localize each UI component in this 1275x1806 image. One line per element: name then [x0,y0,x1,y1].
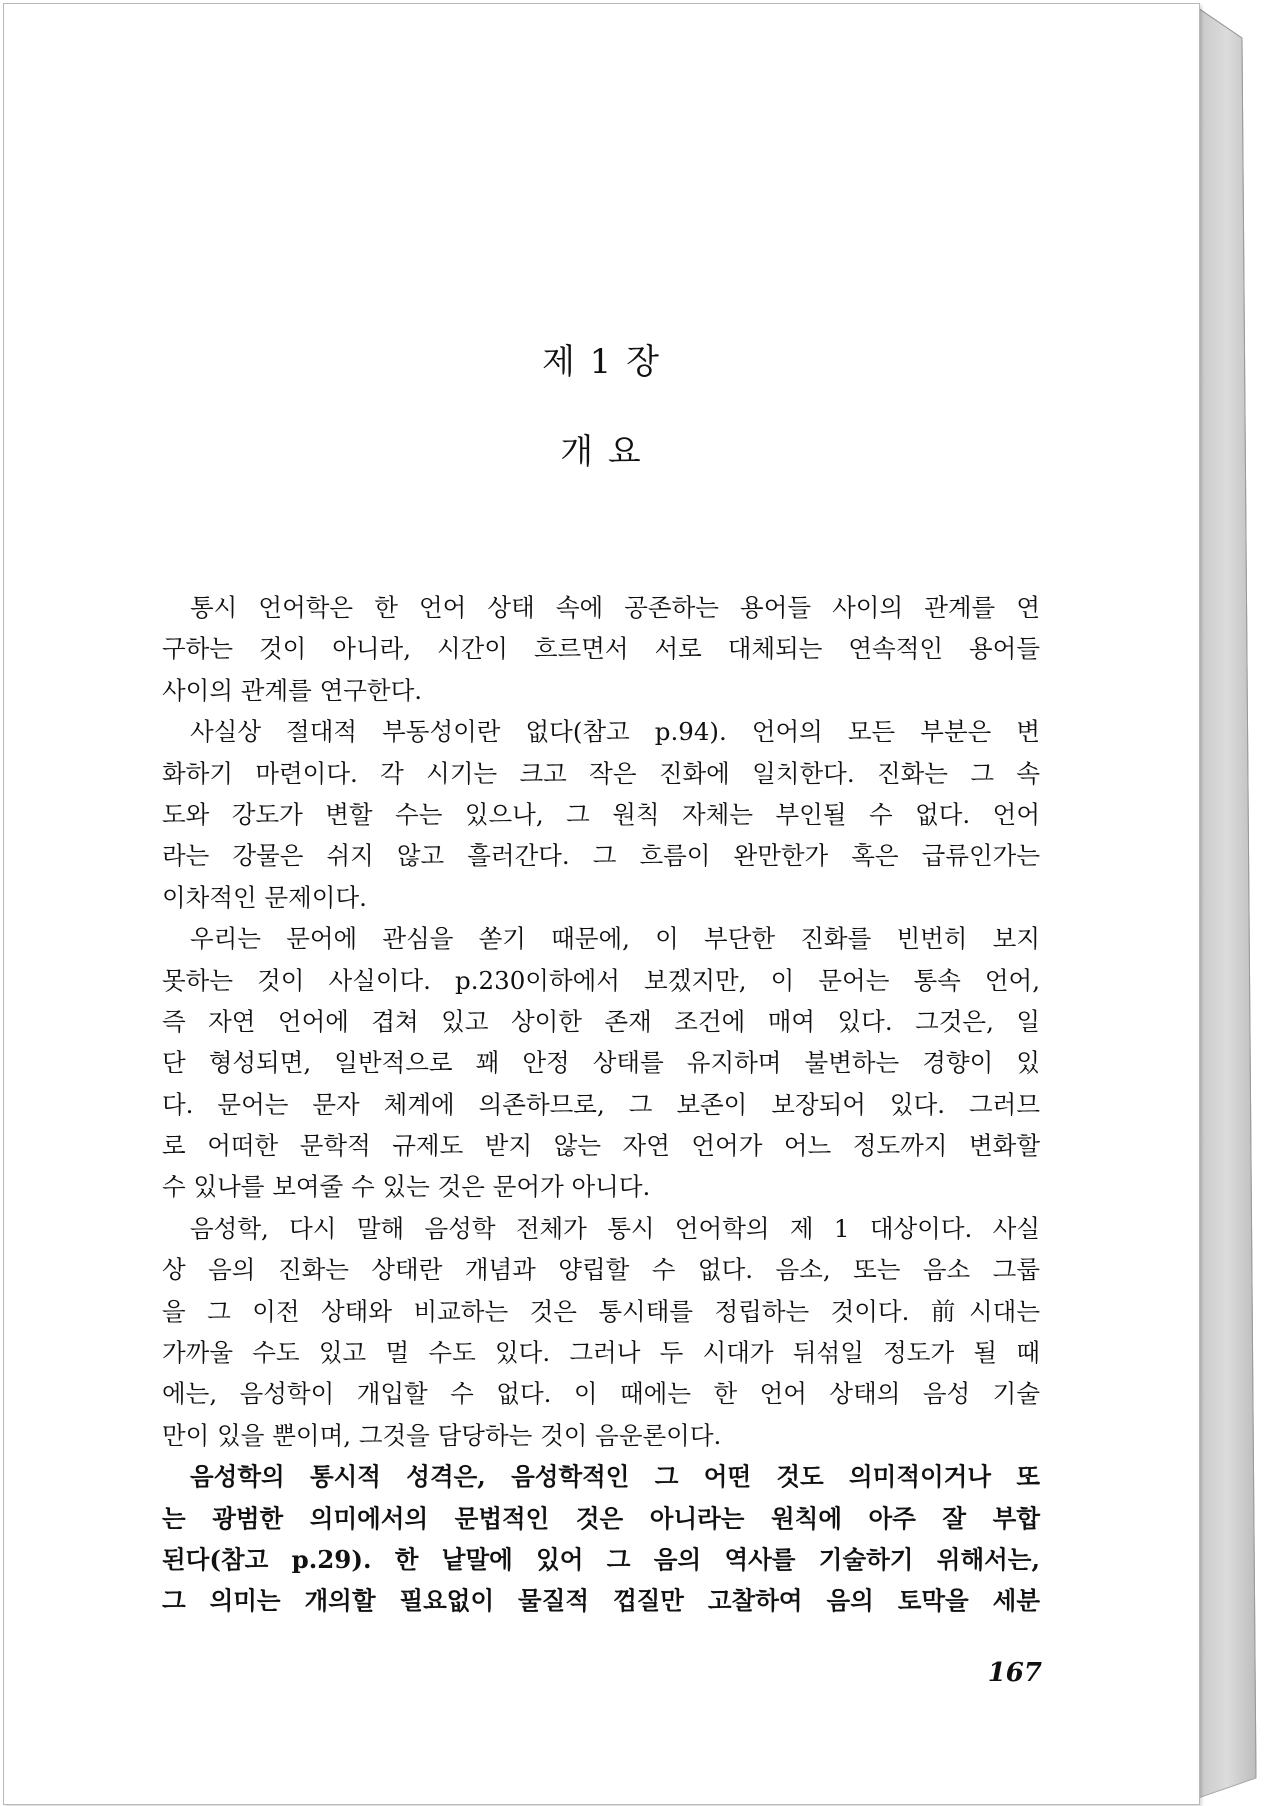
text-line: 우리는 문어에 관심을 쏟기 때문에, 이 부단한 진화를 빈번히 보지 [190,924,1040,954]
text-line: 사이의 관계를 연구한다. [162,675,423,705]
body-text [162,587,1040,1622]
text-line: 라는 강물은 쉬지 않고 흘러간다. 그 흐름이 완만한가 혹은 급류인가는 [162,841,1040,871]
text-line: 로 어떠한 문학적 규제도 받지 않는 자연 언어가 어느 정도까지 변화할 [162,1131,1040,1161]
text-line: 가까울 수도 있고 멀 수도 있다. 그러나 두 시대가 뒤섞일 정도가 될 때 [162,1338,1040,1368]
text-line: 는 광범한 의미에서의 문법적인 것은 아니라는 원칙에 아주 잘 부합 [162,1503,1040,1533]
chapter-number: 제 1 장 [542,342,661,382]
book-page [3,3,1200,1805]
text-line: 즉 자연 언어에 겹쳐 있고 상이한 존재 조건에 매여 있다. 그것은, 일 [162,1006,1040,1036]
text-line: 음성학, 다시 말해 음성학 전체가 통시 언어학의 제 1 대상이다. 사실 [190,1213,1040,1243]
text-line: 단 형성되면, 일반적으로 꽤 안정 상태를 유지하며 불변하는 경향이 있 [162,1048,1040,1078]
text-line: 다. 문어는 문자 체계에 의존하므로, 그 보존이 보장되어 있다. 그러므 [162,1089,1040,1119]
text-line: 사실상 절대적 부동성이란 없다(참고 p.94). 언어의 모든 부분은 변 [190,717,1040,747]
page-stack-graphic [1198,8,1260,1798]
text-line: 만이 있을 뿐이며, 그것을 담당하는 것이 음운론이다. [162,1420,722,1450]
text-line: 된다(참고 p.29). 한 낱말에 있어 그 음의 역사를 기술하기 위해서는, [162,1544,1040,1574]
page-number: 167 [987,1658,1042,1688]
text-line: 그 의미는 개의할 필요없이 물질적 껍질만 고찰하여 음의 토막을 세분 [162,1586,1040,1616]
text-line: 구하는 것이 아니라, 시간이 흐르면서 서로 대체되는 연속적인 용어들 [162,634,1040,664]
text-line: 도와 강도가 변할 수는 있으나, 그 원칙 자체는 부인될 수 없다. 언어 [162,799,1040,829]
text-line: 못하는 것이 사실이다. p.230이하에서 보겠지만, 이 문어는 통속 언어, [162,965,1040,995]
text-line: 이차적인 문제이다. [162,882,367,912]
text-line: 상 음의 진화는 상태란 개념과 양립할 수 없다. 음소, 또는 음소 그룹 [162,1255,1040,1285]
text-line: 통시 언어학은 한 언어 상태 속에 공존하는 용어들 사이의 관계를 연 [190,593,1040,622]
book-page-stack [1198,8,1260,1798]
chapter-title: 개 요 [560,432,643,472]
text-line: 에는, 음성학이 개입할 수 없다. 이 때에는 한 언어 상태의 음성 기술 [162,1379,1040,1409]
text-line: 음성학의 통시적 성격은, 음성학적인 그 어떤 것도 의미적이거나 또 [190,1462,1040,1492]
text-line: 을 그 이전 상태와 비교하는 것은 통시태를 정립하는 것이다. 前시대는 [162,1296,1040,1326]
text-line: 수 있나를 보여줄 수 있는 것은 문어가 아니다. [162,1172,651,1202]
text-line: 화하기 마련이다. 각 시기는 크고 작은 진화에 일치한다. 진화는 그 속 [162,758,1040,788]
